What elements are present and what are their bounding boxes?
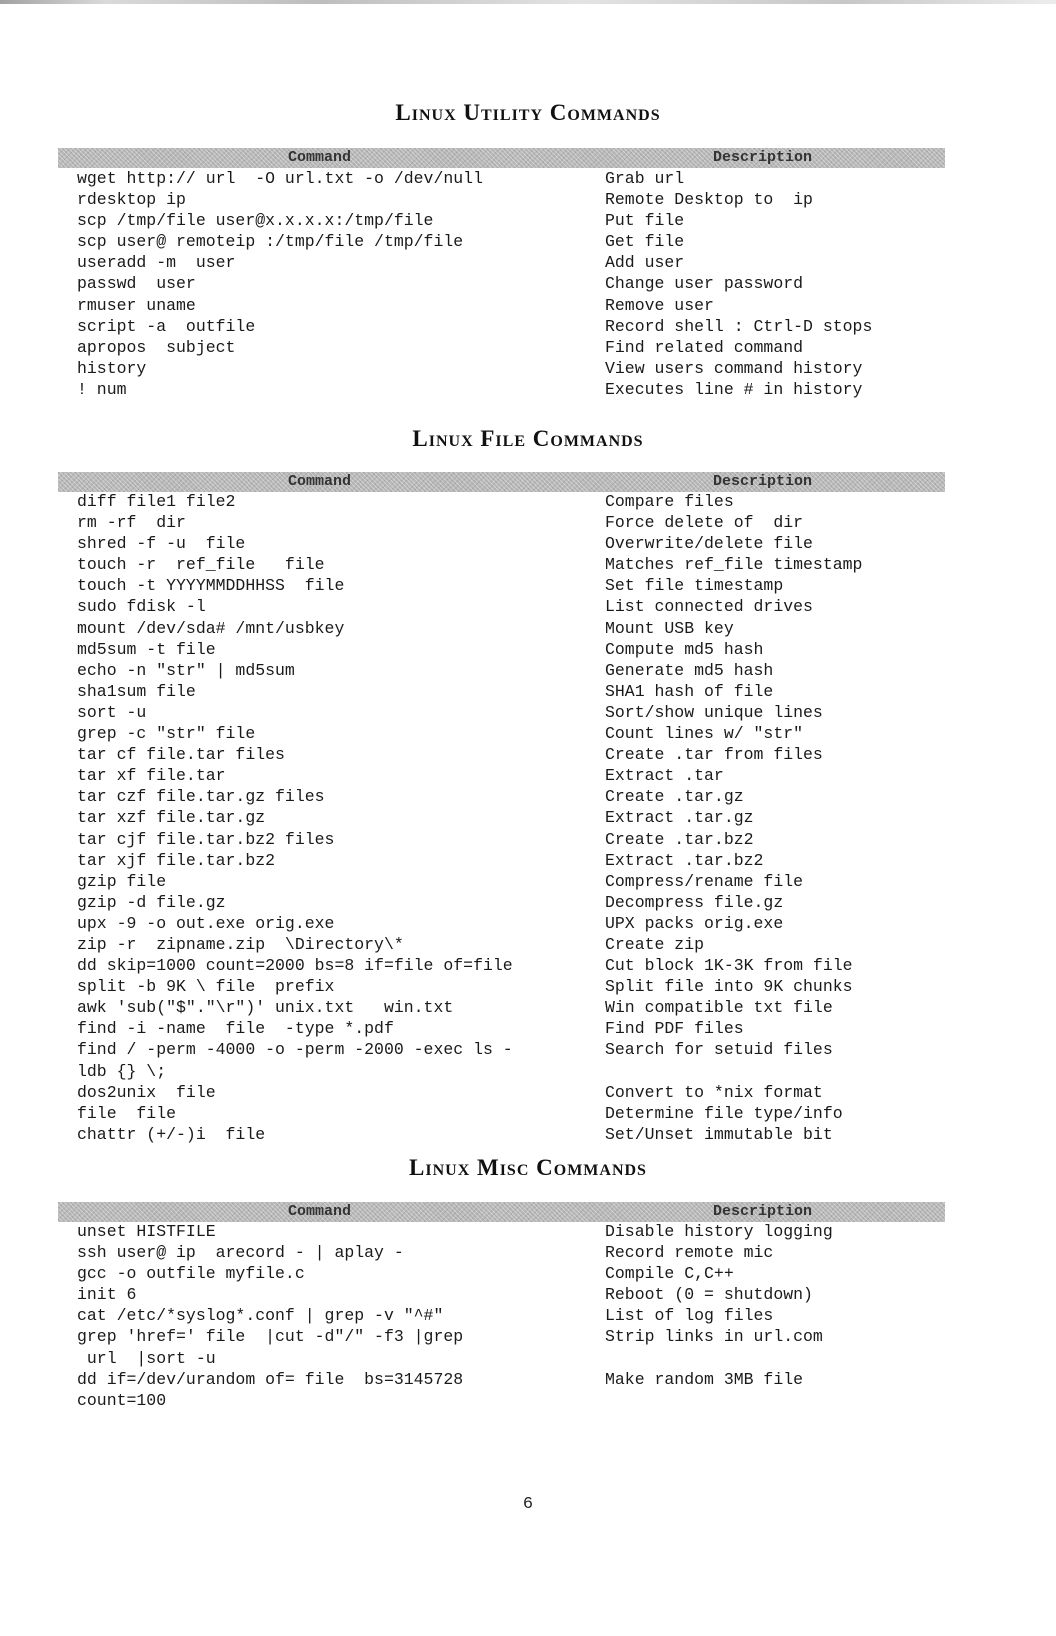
table-row: [0, 358, 1056, 379]
command-cell: grep -c "str" file: [77, 724, 256, 744]
table-row: [0, 702, 1056, 723]
table-row: [0, 1061, 1056, 1082]
description-cell: Grab url: [605, 169, 685, 188]
command-cell: rm -rf dir: [77, 513, 186, 533]
command-cell: find -i -name file -type *.pdf: [77, 1019, 394, 1039]
command-cell: tar cf file.tar files: [77, 745, 285, 765]
table-row: [0, 252, 1056, 273]
table-row: [0, 379, 1056, 400]
table-row: [0, 639, 1056, 660]
command-cell: sudo fdisk -l: [77, 597, 206, 617]
description-cell: Record remote mic: [605, 1243, 774, 1263]
description-cell: Determine file type/info: [605, 1103, 843, 1123]
description-cell: List of log files: [605, 1306, 774, 1326]
table-row: [0, 1221, 1056, 1242]
description-cell: Compare files: [605, 492, 734, 511]
header-command: Command: [288, 149, 352, 166]
table-row: [0, 1263, 1056, 1284]
table-row: [0, 681, 1056, 702]
description-cell: List connected drives: [605, 597, 813, 617]
command-cell: ssh user@ ip arecord - | aplay -: [77, 1243, 404, 1263]
description-cell: Disable history logging: [605, 1222, 833, 1241]
command-cell: dd skip=1000 count=2000 bs=8 if=file of=file: [77, 956, 513, 976]
table-row: [0, 660, 1056, 681]
description-cell: Create zip: [605, 934, 705, 954]
command-cell: ! num: [77, 379, 127, 399]
command-cell: gzip -d file.gz: [77, 892, 226, 912]
command-cell: sha1sum file: [77, 681, 196, 701]
table-row: [0, 618, 1056, 639]
section-title-file: Linux File Commands: [412, 426, 644, 451]
table-row: [0, 892, 1056, 913]
table-row: [0, 744, 1056, 765]
description-cell: Extract .tar.bz2: [605, 850, 764, 870]
table-row: [0, 850, 1056, 871]
table-body-utility: [0, 168, 1056, 400]
table-row: [0, 596, 1056, 617]
header-command: Command: [288, 1203, 352, 1220]
command-cell: init 6: [77, 1285, 137, 1305]
command-cell: touch -t YYYYMMDDHHSS file: [77, 576, 345, 596]
header-description: Description: [713, 1203, 813, 1220]
description-cell: Put file: [605, 211, 685, 231]
command-cell: tar cjf file.tar.bz2 files: [77, 829, 335, 849]
description-cell: Make random 3MB file: [605, 1369, 804, 1389]
description-cell: Compute md5 hash: [605, 639, 764, 659]
command-cell: passwd user: [77, 274, 196, 294]
command-cell: wget http:// url -O url.txt -o /dev/null: [77, 169, 483, 188]
scan-edge: [0, 0, 1056, 4]
description-cell: Search for setuid files: [605, 1040, 833, 1060]
command-cell: useradd -m user: [77, 253, 236, 273]
command-cell: script -a outfile: [77, 316, 256, 336]
table-row: [0, 913, 1056, 934]
command-cell: tar xf file.tar: [77, 766, 226, 786]
description-cell: Create .tar.bz2: [605, 829, 754, 849]
table-row: [0, 1348, 1056, 1369]
command-cell: md5sum -t file: [77, 639, 216, 659]
table-row: [0, 997, 1056, 1018]
command-cell: diff file1 file2: [77, 492, 236, 511]
table-row: [0, 1018, 1056, 1039]
description-cell: Remove user: [605, 295, 714, 315]
command-cell: rdesktop ip: [77, 190, 186, 210]
description-cell: Generate md5 hash: [605, 660, 774, 680]
description-cell: Win compatible txt file: [605, 998, 833, 1018]
description-cell: Sort/show unique lines: [605, 702, 823, 722]
description-cell: Decompress file.gz: [605, 892, 784, 912]
table-row: [0, 1284, 1056, 1305]
description-cell: Find related command: [605, 337, 804, 357]
section-title-utility: Linux Utility Commands: [395, 100, 661, 125]
table-row: [0, 512, 1056, 533]
command-cell: gcc -o outfile myfile.c: [77, 1264, 305, 1284]
command-cell: count=100: [77, 1390, 167, 1410]
description-cell: Executes line # in history: [605, 379, 863, 399]
table-row: [0, 1082, 1056, 1103]
table-row: [0, 316, 1056, 337]
command-cell: zip -r zipname.zip \Directory\*: [77, 934, 404, 954]
table-row: [0, 1039, 1056, 1060]
description-cell: UPX packs orig.exe: [605, 913, 784, 933]
description-cell: View users command history: [605, 358, 863, 378]
page-number: 6: [522, 1495, 534, 1514]
command-cell: tar xzf file.tar.gz: [77, 808, 266, 828]
description-cell: Overwrite/delete file: [605, 534, 813, 554]
table-row: [0, 1124, 1056, 1145]
section-title-misc: Linux Misc Commands: [409, 1155, 647, 1180]
table-row: [0, 871, 1056, 892]
table-row: [0, 765, 1056, 786]
table-row: [0, 273, 1056, 294]
table-header-utility: [58, 148, 945, 168]
description-cell: Create .tar from files: [605, 745, 823, 765]
table-row: [0, 231, 1056, 252]
command-cell: ldb {} \;: [77, 1061, 167, 1081]
description-cell: Set file timestamp: [605, 576, 784, 596]
description-cell: Mount USB key: [605, 618, 734, 638]
header-description: Description: [713, 473, 813, 490]
command-cell: url |sort -u: [77, 1348, 216, 1368]
table-row: [0, 934, 1056, 955]
header-description: Description: [713, 149, 813, 166]
table-header-file: [58, 472, 945, 492]
description-cell: Extract .tar: [605, 766, 724, 786]
command-cell: sort -u: [77, 702, 147, 722]
command-cell: dos2unix file: [77, 1082, 216, 1102]
table-row: [0, 210, 1056, 231]
table-row: [0, 807, 1056, 828]
description-cell: Cut block 1K-3K from file: [605, 956, 853, 976]
command-cell: history: [77, 358, 147, 378]
description-cell: Get file: [605, 232, 685, 252]
table-row: [0, 491, 1056, 512]
table-body-file: [0, 491, 1056, 1145]
description-cell: Find PDF files: [605, 1019, 744, 1039]
table-row: [0, 575, 1056, 596]
description-cell: Set/Unset immutable bit: [605, 1124, 833, 1144]
command-cell: apropos subject: [77, 337, 236, 357]
table-header-misc: [58, 1202, 945, 1222]
description-cell: Reboot (0 = shutdown): [605, 1285, 813, 1305]
command-cell: gzip file: [77, 871, 167, 891]
command-cell: cat /etc/*syslog*.conf | grep -v "^#": [77, 1306, 444, 1326]
description-cell: Change user password: [605, 274, 804, 294]
command-cell: shred -f -u file: [77, 534, 246, 554]
description-cell: Record shell : Ctrl-D stops: [605, 316, 873, 336]
table-row: [0, 723, 1056, 744]
command-cell: unset HISTFILE: [77, 1222, 216, 1241]
table-row: [0, 955, 1056, 976]
command-cell: grep 'href=' file |cut -d"/" -f3 |grep: [77, 1327, 464, 1347]
table-row: [0, 1103, 1056, 1124]
command-cell: rmuser uname: [77, 295, 196, 315]
table-row: [0, 554, 1056, 575]
header-command: Command: [288, 473, 352, 490]
description-cell: Create .tar.gz: [605, 787, 744, 807]
command-cell: chattr (+/-)i file: [77, 1124, 266, 1144]
table-row: [0, 1390, 1056, 1411]
command-cell: dd if=/dev/urandom of= file bs=3145728: [77, 1369, 464, 1389]
description-cell: Add user: [605, 253, 685, 273]
table-row: [0, 1369, 1056, 1390]
table-body-misc: [0, 1221, 1056, 1411]
table-row: [0, 1305, 1056, 1326]
command-cell: tar xjf file.tar.bz2: [77, 850, 276, 870]
command-cell: find / -perm -4000 -o -perm -2000 -exec ls -: [77, 1040, 513, 1060]
command-cell: scp /tmp/file user@x.x.x.x:/tmp/file: [77, 211, 434, 231]
description-cell: Compile C,C++: [605, 1264, 734, 1284]
description-cell: Extract .tar.gz: [605, 808, 754, 828]
table-row: [0, 976, 1056, 997]
table-row: [0, 1242, 1056, 1263]
table-row: [0, 1326, 1056, 1347]
description-cell: SHA1 hash of file: [605, 681, 774, 701]
description-cell: Compress/rename file: [605, 871, 804, 891]
description-cell: Count lines w/ "str": [605, 724, 804, 744]
description-cell: Matches ref_file timestamp: [605, 555, 863, 575]
table-row: [0, 786, 1056, 807]
command-cell: echo -n "str" | md5sum: [77, 660, 295, 680]
command-cell: touch -r ref_file file: [77, 555, 325, 575]
command-cell: tar czf file.tar.gz files: [77, 787, 325, 807]
command-cell: mount /dev/sda# /mnt/usbkey: [77, 618, 345, 638]
table-row: [0, 829, 1056, 850]
command-cell: upx -9 -o out.exe orig.exe: [77, 913, 335, 933]
command-cell: file file: [77, 1103, 177, 1123]
table-row: [0, 168, 1056, 189]
table-row: [0, 189, 1056, 210]
command-cell: awk 'sub("$"."\r")' unix.txt win.txt: [77, 998, 454, 1018]
description-cell: Remote Desktop to ip: [605, 190, 813, 210]
table-row: [0, 295, 1056, 316]
description-cell: Split file into 9K chunks: [605, 977, 853, 997]
command-cell: scp user@ remoteip :/tmp/file /tmp/file: [77, 232, 464, 252]
description-cell: Force delete of dir: [605, 513, 804, 533]
command-cell: split -b 9K \ file prefix: [77, 977, 335, 997]
description-cell: Convert to *nix format: [605, 1082, 823, 1102]
description-cell: Strip links in url.com: [605, 1327, 823, 1347]
table-row: [0, 337, 1056, 358]
table-row: [0, 533, 1056, 554]
